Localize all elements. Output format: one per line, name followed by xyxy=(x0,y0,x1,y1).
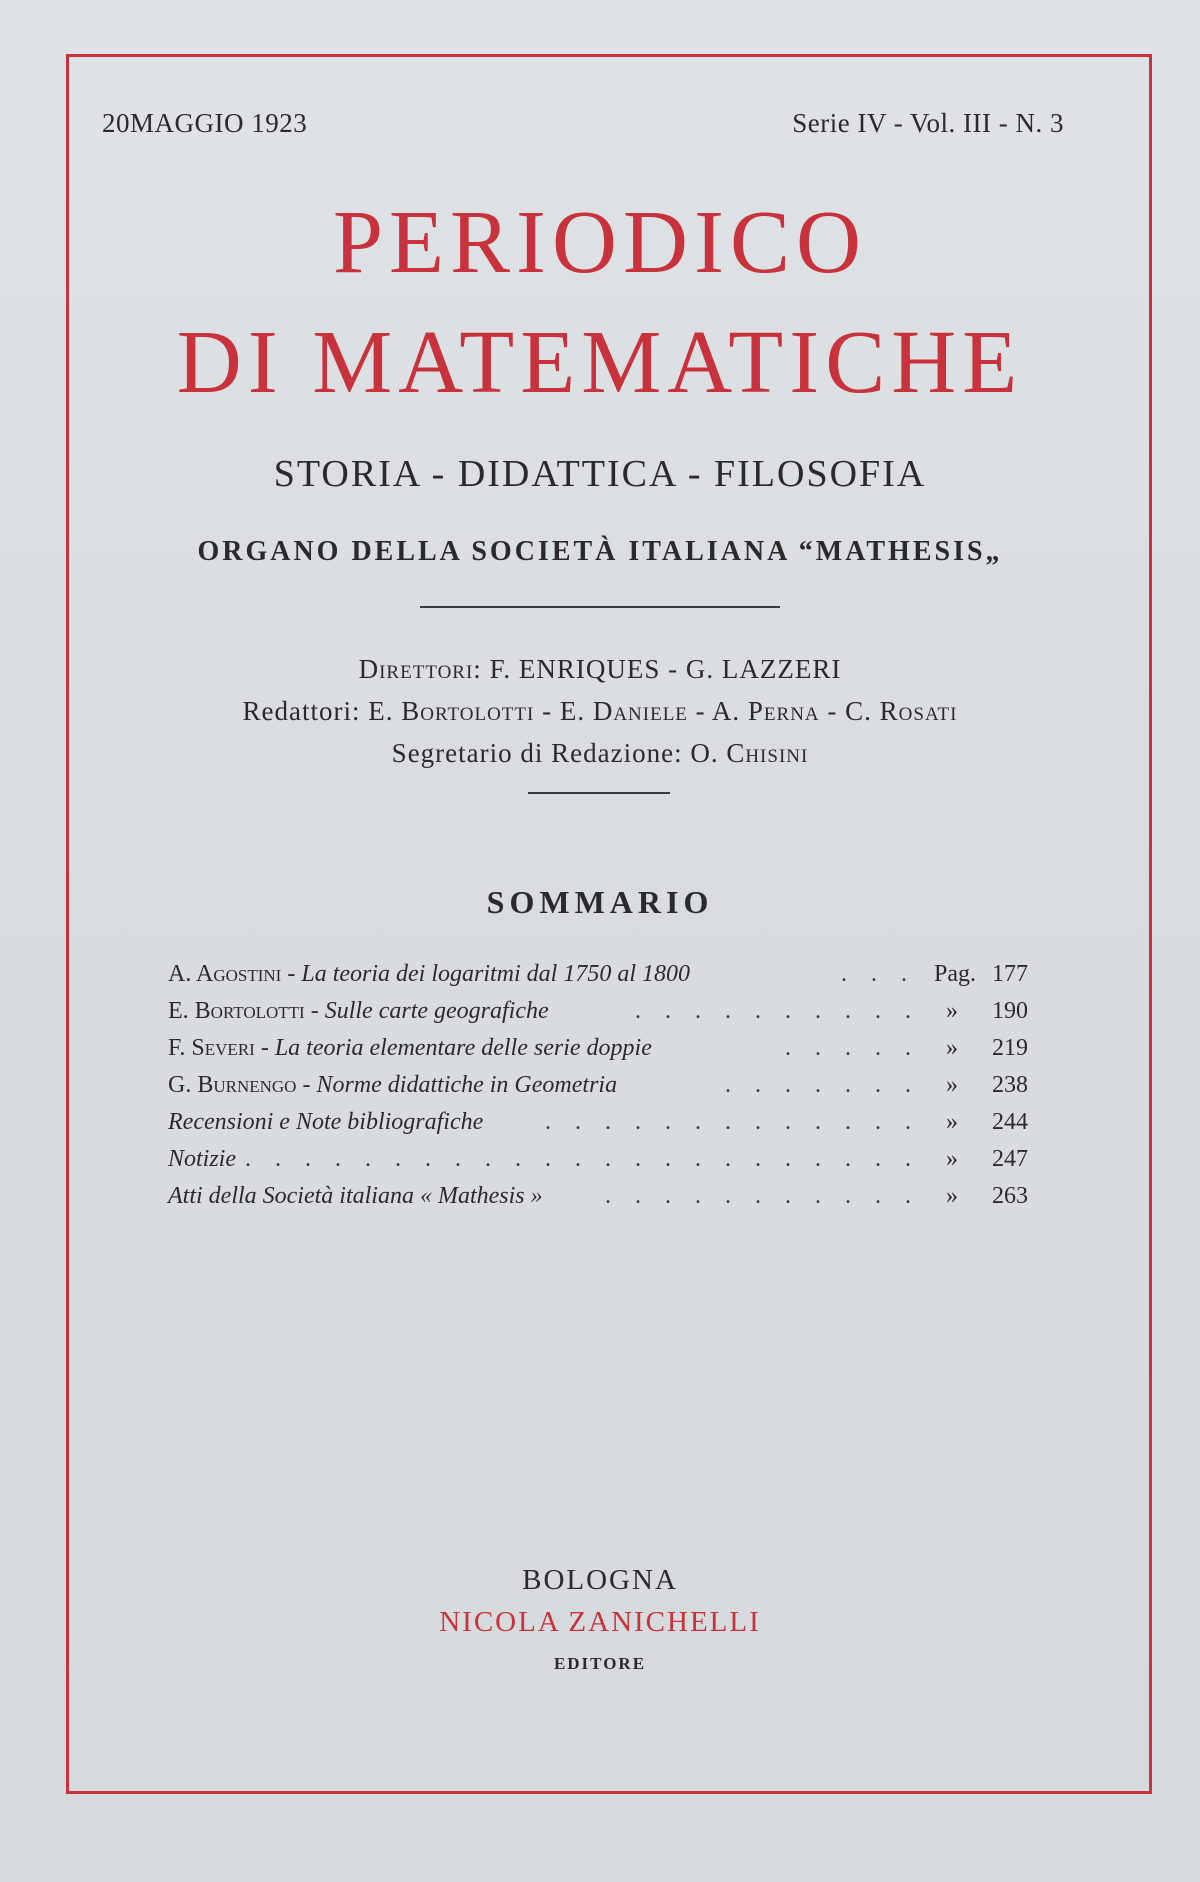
toc-page-label: » xyxy=(946,1109,958,1135)
issue-date: 20MAGGIO 1923 xyxy=(102,108,308,138)
toc-author: E. Bortolotti xyxy=(168,998,305,1024)
divider-rule-short xyxy=(528,792,670,794)
imprint-role: EDITORE xyxy=(553,1654,647,1673)
toc-page-label: Pag. xyxy=(934,961,976,987)
toc-entry xyxy=(168,1178,1028,1215)
issue-series-volume: Serie IV - Vol. III - N. 3 xyxy=(792,108,1064,138)
journal-title-line2: DI MATEMATICHE xyxy=(176,313,1024,412)
toc-title: Atti della Società italiana « Mathesis » xyxy=(168,1183,543,1209)
imprint-publisher: NICOLA ZANICHELLI xyxy=(439,1606,761,1638)
imprint-city: BOLOGNA xyxy=(522,1564,678,1596)
sommario-heading: SOMMARIO xyxy=(486,884,714,920)
toc-page-number: 263 xyxy=(992,1183,1028,1209)
journal-title-line1: PERIODICO xyxy=(332,193,867,292)
toc-leader: . . . . . . . . . . . . . xyxy=(545,1109,920,1135)
toc-page-label: » xyxy=(946,998,958,1024)
directors-line xyxy=(0,654,1200,685)
toc-title: Norme didattiche in Geometria xyxy=(316,1072,618,1098)
toc-entry: G. Burnengo - Norme didattiche in Geometria . . . . . . . » 238 xyxy=(168,1067,1028,1104)
toc-page-label: » xyxy=(946,1146,958,1172)
toc-leader: . . . . . xyxy=(785,1035,920,1061)
editors-line xyxy=(0,696,1200,727)
toc-leader: . . . . . . . . . . . xyxy=(605,1183,920,1209)
toc-page-number: 244 xyxy=(992,1109,1028,1135)
toc-page-number: 190 xyxy=(992,998,1028,1024)
divider-rule xyxy=(420,606,780,608)
secretary-name: O. Chisini xyxy=(690,738,809,768)
toc-author: A. Agostini xyxy=(168,961,282,987)
toc-leader: . . . . . . . . . . xyxy=(635,998,920,1024)
toc-page-label: » xyxy=(946,1035,958,1061)
directors-label: Direttori: xyxy=(358,654,482,684)
toc-page-number: 247 xyxy=(992,1146,1028,1172)
toc-page-number: 177 xyxy=(992,961,1028,987)
toc-entry: E. Bortolotti - Sulle carte geografiche . . . . . . . . . . » 190 xyxy=(168,993,1028,1030)
secretary-label: Segretario di Redazione: xyxy=(391,738,683,768)
editors-label: Redattori: xyxy=(242,696,361,726)
toc-entry xyxy=(168,1141,1028,1178)
editors-names: E. Bortolotti - E. Daniele - A. Perna - C. Rosati xyxy=(368,696,958,726)
secretary-line xyxy=(0,738,1200,769)
toc-title: La teoria dei logaritmi dal 1750 al 1800 xyxy=(301,961,691,987)
organ-line: ORGANO DELLA SOCIETÀ ITALIANA “MATHESIS„ xyxy=(197,536,1003,567)
toc-author: F. Severi xyxy=(168,1035,255,1061)
toc-entry xyxy=(168,1104,1028,1141)
toc-leader: . . . . . . . xyxy=(725,1072,920,1098)
table-of-contents xyxy=(168,956,1028,1215)
journal-subtitle: STORIA - DIDATTICA - FILOSOFIA xyxy=(273,453,927,495)
toc-page-number: 219 xyxy=(992,1035,1028,1061)
toc-page-label: » xyxy=(946,1072,958,1098)
toc-title: Recensioni e Note bibliografiche xyxy=(168,1109,484,1135)
directors-names: F. ENRIQUES - G. LAZZERI xyxy=(489,654,842,684)
toc-leader: . . . . . . . . . . . . . . . . . . . . . . . xyxy=(245,1146,920,1172)
toc-entry: A. Agostini - La teoria dei logaritmi dal 1750 al 1800 . . . Pag. 177 xyxy=(168,956,1028,993)
toc-author: G. Burnengo xyxy=(168,1072,297,1098)
toc-page-label: » xyxy=(946,1183,958,1209)
toc-leader: . . . xyxy=(841,961,916,987)
toc-title: Notizie xyxy=(168,1146,237,1172)
toc-page-number: 238 xyxy=(992,1072,1028,1098)
toc-title: La teoria elementare delle serie doppie xyxy=(274,1035,652,1061)
toc-title: Sulle carte geografiche xyxy=(324,998,549,1024)
toc-entry: F. Severi - La teoria elementare delle serie doppie . . . . . » 219 xyxy=(168,1030,1028,1067)
